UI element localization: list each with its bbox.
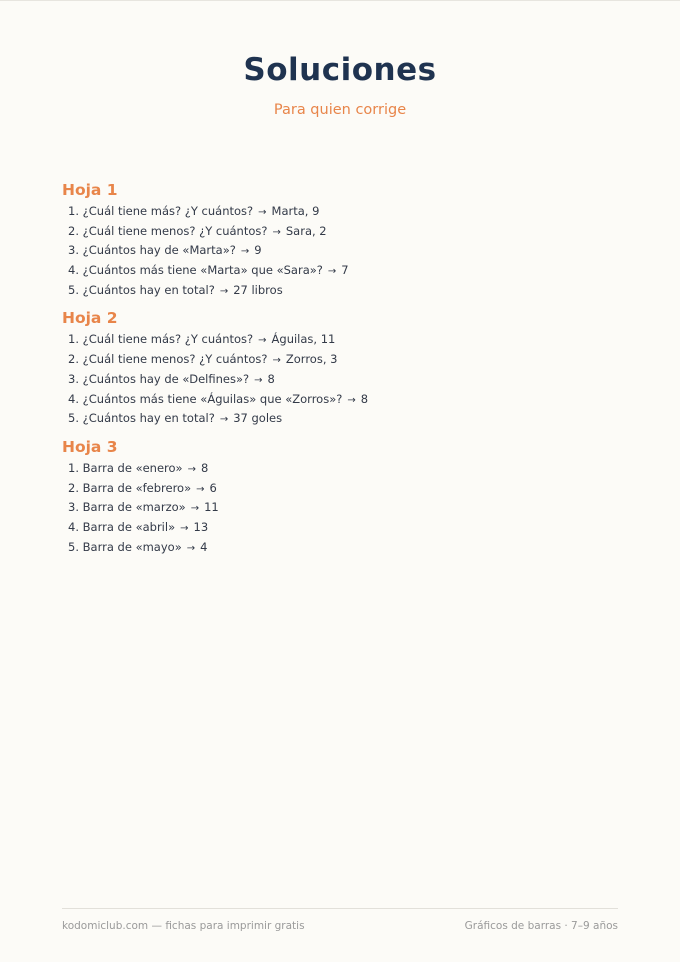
item-number: 1.	[68, 460, 79, 475]
item-number: 4.	[68, 391, 79, 406]
item-question: Barra de «enero»	[82, 460, 183, 475]
item-answer: 7	[341, 263, 349, 278]
item-answer: 8	[267, 371, 275, 386]
item-number: 2.	[68, 480, 79, 495]
page-title: Soluciones	[243, 52, 437, 88]
answer-item	[62, 498, 622, 518]
answer-item	[62, 222, 622, 242]
item-answer: 4	[200, 539, 208, 554]
item-question: Barra de «marzo»	[82, 500, 186, 515]
item-question: Barra de «febrero»	[82, 480, 192, 495]
item-question: ¿Cuál tiene menos? ¿Y cuántos?	[82, 352, 268, 367]
footer-divider	[62, 908, 618, 909]
item-question: ¿Cuál tiene menos? ¿Y cuántos?	[82, 223, 268, 238]
item-answer: Águilas, 11	[271, 332, 336, 347]
answer-list	[62, 202, 622, 300]
answer-item	[62, 370, 622, 390]
answer-item	[62, 459, 622, 479]
item-number: 5.	[68, 282, 79, 297]
item-answer: 37 goles	[233, 411, 283, 426]
answer-item	[62, 479, 622, 499]
answer-item	[62, 538, 622, 558]
section-heading: Hoja 2	[62, 309, 118, 328]
answer-item	[62, 281, 622, 301]
answer-item	[62, 350, 622, 370]
arrow-icon: →	[254, 374, 263, 386]
item-question: ¿Cuántos más tiene «Águilas» que «Zorros»?	[82, 391, 343, 406]
item-question: ¿Cuántos hay de «Marta»?	[82, 243, 236, 258]
arrow-icon: →	[180, 522, 189, 534]
item-number: 3.	[68, 243, 79, 258]
arrow-icon: →	[347, 394, 356, 406]
answer-list	[62, 459, 622, 557]
item-number: 2.	[68, 352, 79, 367]
answer-item	[62, 241, 622, 261]
arrow-icon: →	[258, 335, 267, 347]
arrow-icon: →	[190, 503, 200, 515]
item-answer: Marta, 9	[271, 204, 320, 218]
answer-item	[62, 409, 622, 429]
arrow-icon: →	[196, 483, 205, 495]
item-answer: Zorros, 3	[285, 352, 338, 367]
section-heading: Hoja 1	[62, 181, 118, 199]
arrow-icon: →	[258, 207, 267, 218]
item-answer: 6	[209, 480, 217, 495]
solutions-content	[62, 178, 622, 563]
item-answer: 13	[193, 519, 209, 534]
item-question: ¿Cuántos hay en total?	[82, 282, 215, 297]
answer-item	[62, 202, 622, 222]
arrow-icon: →	[272, 355, 281, 367]
answer-item	[62, 518, 622, 538]
item-question: ¿Cuántos más tiene «Marta» que «Sara»?	[82, 263, 323, 278]
item-number: 4.	[68, 519, 79, 534]
arrow-icon: →	[219, 285, 229, 297]
item-question: Barra de «abril»	[82, 519, 176, 534]
item-answer: Sara, 2	[285, 223, 327, 238]
arrow-icon: →	[327, 266, 337, 278]
answer-item	[62, 390, 622, 410]
page-subtitle: Para quien corrige	[273, 102, 407, 118]
section-hoja-1	[62, 178, 622, 300]
item-number: 4.	[68, 263, 79, 278]
item-number: 5.	[68, 411, 79, 426]
item-question: ¿Cuál tiene más? ¿Y cuántos?	[82, 204, 254, 218]
item-answer: 8	[360, 391, 369, 406]
arrow-icon: →	[186, 542, 196, 554]
section-hoja-3	[62, 435, 622, 557]
item-answer: 11	[204, 500, 219, 515]
item-answer: 9	[254, 243, 262, 258]
arrow-icon: →	[187, 463, 196, 475]
item-question: ¿Cuál tiene más? ¿Y cuántos?	[82, 332, 254, 347]
item-number: 1.	[68, 204, 79, 218]
item-number: 3.	[68, 371, 79, 386]
item-number: 2.	[68, 223, 79, 238]
answer-list	[62, 330, 622, 428]
item-number: 5.	[68, 539, 79, 554]
top-divider	[0, 0, 680, 1]
arrow-icon: →	[240, 246, 250, 258]
arrow-icon: →	[219, 414, 229, 426]
item-number: 1.	[68, 332, 79, 347]
footer-site-text: kodomiclub.com — fichas para imprimir gratis	[62, 920, 305, 932]
item-question: ¿Cuántos hay de «Delfines»?	[82, 371, 250, 386]
item-question: Barra de «mayo»	[82, 539, 182, 554]
section-hoja-2	[62, 306, 622, 428]
item-answer: 8	[200, 460, 209, 475]
item-answer: 27 libros	[233, 282, 283, 297]
arrow-icon: →	[272, 226, 281, 238]
answer-item	[62, 261, 622, 281]
footer-topic-text: Gráficos de barras · 7–9 años	[464, 920, 618, 932]
item-number: 3.	[68, 500, 79, 515]
answer-item	[62, 330, 622, 350]
item-question: ¿Cuántos hay en total?	[82, 411, 215, 426]
section-heading: Hoja 3	[62, 437, 118, 456]
